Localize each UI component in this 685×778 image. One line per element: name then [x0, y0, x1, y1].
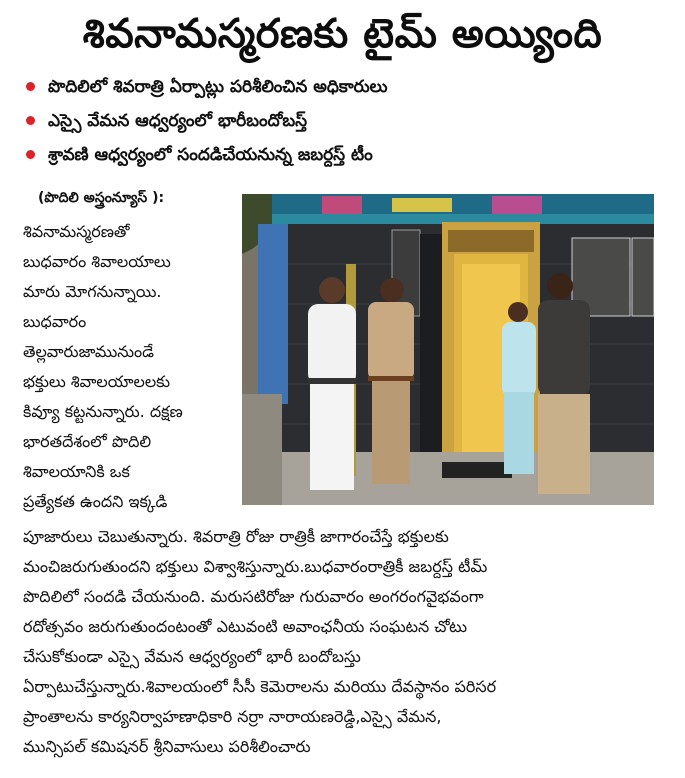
- article-line: మున్సిపల్ కమిషనర్ శ్రీనివాసులు పరిశీలించారు: [23, 737, 311, 756]
- bullet-dot-icon: [26, 82, 35, 91]
- article-line: బుధవారం శివాలయాలు: [23, 252, 171, 271]
- dateline: (పొదిలి అస్త్రంన్యూస్ ):: [38, 190, 165, 206]
- article-line: పూజారులు చెబుతున్నారు. శివరాత్రి రోజు రాత్రికీ జాగారంచేస్తే భక్తులకు: [23, 527, 449, 546]
- highlight-item: [22, 70, 662, 104]
- article-line: శివాలయానికి ఒక: [23, 462, 130, 481]
- article-line: బుధవారం: [23, 312, 87, 331]
- article-line: ప్రత్యేకత ఉందని ఇక్కడి: [23, 492, 168, 511]
- bullet-dot-icon: [26, 116, 35, 125]
- highlight-text: శ్రావణి ఆధ్వర్యంలో సందడిచేయనున్న జబర్దస్త్ టీం: [48, 145, 373, 165]
- article-line: భక్తులు శివాలయాలలకు: [23, 372, 171, 391]
- article-line: పొదిలిలో సందడి చేయనుంది. మరుసటిరోజు గురువారం అంగరంగవైభవంగా: [23, 587, 484, 606]
- article-line: మారు మోగనున్నాయి.: [23, 282, 162, 301]
- article-line: చేసుకోకుండా ఎస్సై వేమన ఆధ్వర్యంలో భారీ బందోబస్తు: [23, 647, 361, 666]
- headline: శివనామస్మరణకు టైమ్ అయ్యింది: [82, 11, 603, 57]
- article-line: ప్రాంతాలను కార్యనిర్వాహణాధికారి నర్రా నారాయణరెడ్డి,ఎస్సై వేమన,: [23, 707, 442, 726]
- highlight-text: పొదిలిలో శివరాత్రి ఏర్పాట్లు పరిశీలించిన అధికారులు: [48, 77, 388, 97]
- article-line: ఏర్పాటుచేస్తున్నారు.శివాలయంలో సీసీ కెమెరాలను మరియు దేవస్థానం పరిసర: [23, 677, 497, 696]
- article-line: తెల్లవారుజామునుండే: [23, 342, 155, 361]
- article-line: మంచిజరుగుతుందని భక్తులు విశ్వాశిస్తున్నారు.బుధవారంరాత్రికీ జబర్దస్త్ టీమ్: [23, 557, 488, 576]
- highlight-text: ఎస్సై వేమన ఆధ్వర్యంలో భారీబందోబస్త్: [48, 111, 308, 131]
- bullet-dot-icon: [26, 150, 35, 159]
- news-photo: [242, 194, 654, 505]
- highlight-item: [22, 138, 662, 172]
- article-line: కివ్యూ కట్టనున్నారు. దక్షణ: [23, 402, 183, 421]
- article-line: శివనామస్మరణతో: [23, 222, 130, 241]
- highlight-item: [22, 104, 662, 138]
- highlights-list: [22, 70, 662, 172]
- article-line: భారతదేశంలో పొదిలి: [23, 432, 152, 451]
- article-line: రదోత్సవం జరుగుతుందంటంతో ఎటువంటి అవాంఛనీయ సంఘటన చోటు: [23, 617, 468, 636]
